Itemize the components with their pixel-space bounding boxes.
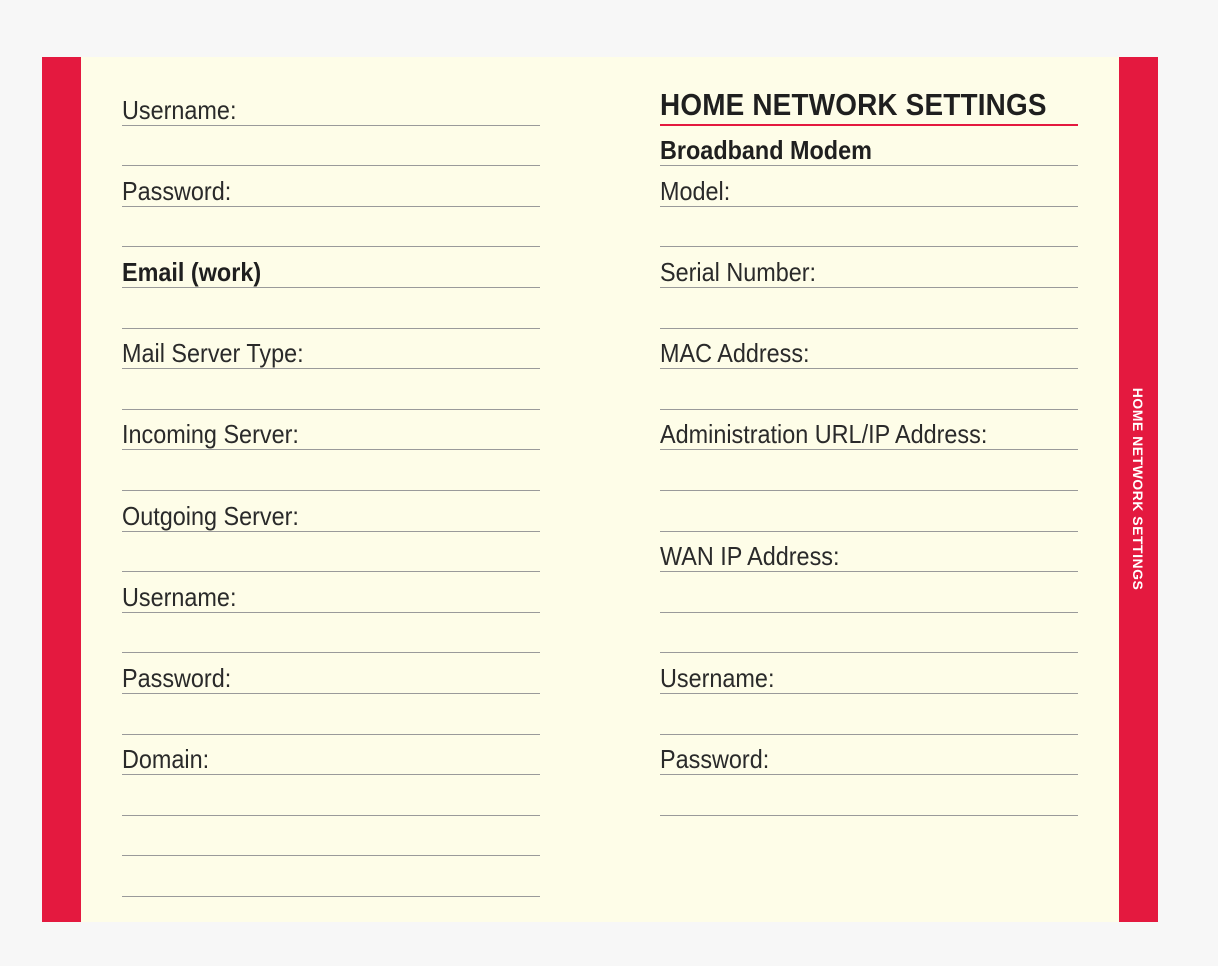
field-line-outgoing-server[interactable] [122, 491, 540, 532]
section-heading: Email (work) [122, 256, 262, 287]
field-line-administration-url-ip-address[interactable] [660, 410, 1078, 451]
blank-write-line[interactable] [660, 450, 1078, 491]
blank-write-line[interactable] [122, 613, 540, 654]
field-line-username[interactable] [122, 85, 540, 126]
field-label: Outgoing Server: [122, 500, 299, 531]
left-page-form [122, 85, 540, 897]
blank-write-line[interactable] [660, 288, 1078, 329]
blank-write-line[interactable] [660, 572, 1078, 613]
field-label: Password: [122, 175, 232, 206]
field-line-incoming-server[interactable] [122, 410, 540, 451]
field-label: Model: [660, 175, 731, 206]
blank-write-line[interactable] [660, 694, 1078, 735]
field-label: Password: [660, 744, 770, 775]
section-heading: Broadband Modem [660, 135, 872, 166]
section-heading-broadband-modem [660, 126, 1078, 167]
blank-write-line[interactable] [660, 491, 1078, 532]
field-line-mail-server-type[interactable] [122, 329, 540, 370]
field-line-username[interactable] [660, 653, 1078, 694]
field-label: MAC Address: [660, 338, 810, 369]
section-tab-label: HOME NETWORK SETTINGS [1130, 387, 1146, 591]
field-line-wan-ip-address[interactable] [660, 532, 1078, 573]
blank-write-line[interactable] [660, 369, 1078, 410]
notebook-spread [42, 57, 1158, 922]
section-heading-email-work [122, 247, 540, 288]
blank-write-line[interactable] [122, 126, 540, 167]
field-label: Mail Server Type: [122, 338, 304, 369]
field-label: WAN IP Address: [660, 541, 840, 572]
field-line-domain[interactable] [122, 735, 540, 776]
blank-write-line[interactable] [660, 613, 1078, 654]
field-label: Domain: [122, 744, 210, 775]
field-label: Administration URL/IP Address: [660, 419, 988, 450]
left-page-edge-band [42, 57, 81, 922]
blank-write-line[interactable] [122, 775, 540, 816]
field-line-password[interactable] [122, 653, 540, 694]
field-label: Password: [122, 662, 232, 693]
page-title: HOME NETWORK SETTINGS [660, 86, 1047, 122]
field-line-password[interactable] [660, 735, 1078, 776]
right-page-form [660, 85, 1078, 816]
blank-write-line[interactable] [122, 288, 540, 329]
section-tab[interactable] [1119, 57, 1158, 922]
field-label: Incoming Server: [122, 419, 299, 450]
field-line-model[interactable] [660, 166, 1078, 207]
field-label: Username: [660, 662, 775, 693]
blank-write-line[interactable] [122, 532, 540, 573]
field-label: Username: [122, 94, 237, 125]
field-line-username[interactable] [122, 572, 540, 613]
field-line-mac-address[interactable] [660, 329, 1078, 370]
field-label: Username: [122, 581, 237, 612]
blank-write-line[interactable] [122, 816, 540, 857]
blank-write-line[interactable] [122, 856, 540, 897]
field-line-password[interactable] [122, 166, 540, 207]
blank-write-line[interactable] [660, 207, 1078, 248]
blank-write-line[interactable] [122, 450, 540, 491]
blank-write-line[interactable] [122, 207, 540, 248]
blank-write-line[interactable] [122, 694, 540, 735]
page-title-home-network-settings [660, 85, 1078, 126]
field-line-serial-number[interactable] [660, 247, 1078, 288]
field-label: Serial Number: [660, 256, 817, 287]
blank-write-line[interactable] [122, 369, 540, 410]
blank-write-line[interactable] [660, 775, 1078, 816]
